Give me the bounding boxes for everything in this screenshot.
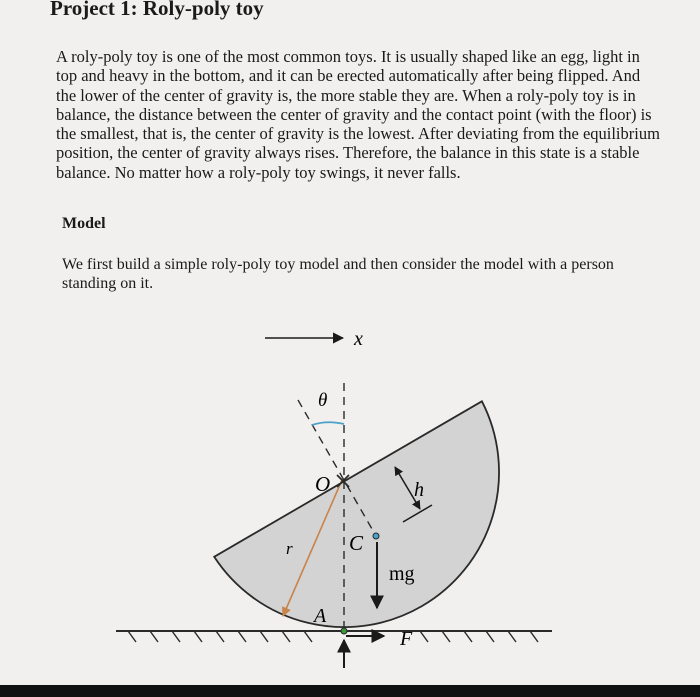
theta-label: θ: [318, 390, 328, 411]
page-title: Project 1: Roly-poly toy: [50, 0, 264, 20]
model-description: We first build a simple roly-poly toy model and then consider the model with a person standing on it.: [62, 256, 614, 292]
mg-label: mg: [389, 563, 415, 585]
A-contact-point: [341, 628, 347, 634]
x-axis-label: x: [354, 328, 363, 350]
C-label: C: [349, 531, 364, 555]
roly-poly-body: [214, 401, 499, 627]
floor-hatching: [128, 631, 538, 642]
screen-bottom-bar: [0, 685, 700, 697]
A-label: A: [314, 605, 327, 627]
O-label: O: [315, 472, 331, 496]
h-label: h: [414, 479, 424, 501]
theta-angle-arc: [312, 422, 344, 425]
F-label: F: [400, 628, 413, 650]
intro-paragraph: A roly-poly toy is one of the most common toys. It is usually shaped like an egg, light in top and heavy in the bottom, and it can be erected automatically after being flipped. And the lower of the center of gravity is, the more stable they are. When a roly-poly toy is in balance, the distance between the center of gravity and the contact point (with the floor) is the smallest, that is, the center of gravity is the lowest. After deviating from the equilibrium position, the center of gravity always rises. Therefore, the balance in this state is a stable balance. No matter how a roly-poly toy swings, it never falls.: [56, 47, 660, 182]
C-point: [373, 533, 379, 539]
model-heading: Model: [62, 215, 106, 232]
radius-label: r: [286, 539, 293, 558]
